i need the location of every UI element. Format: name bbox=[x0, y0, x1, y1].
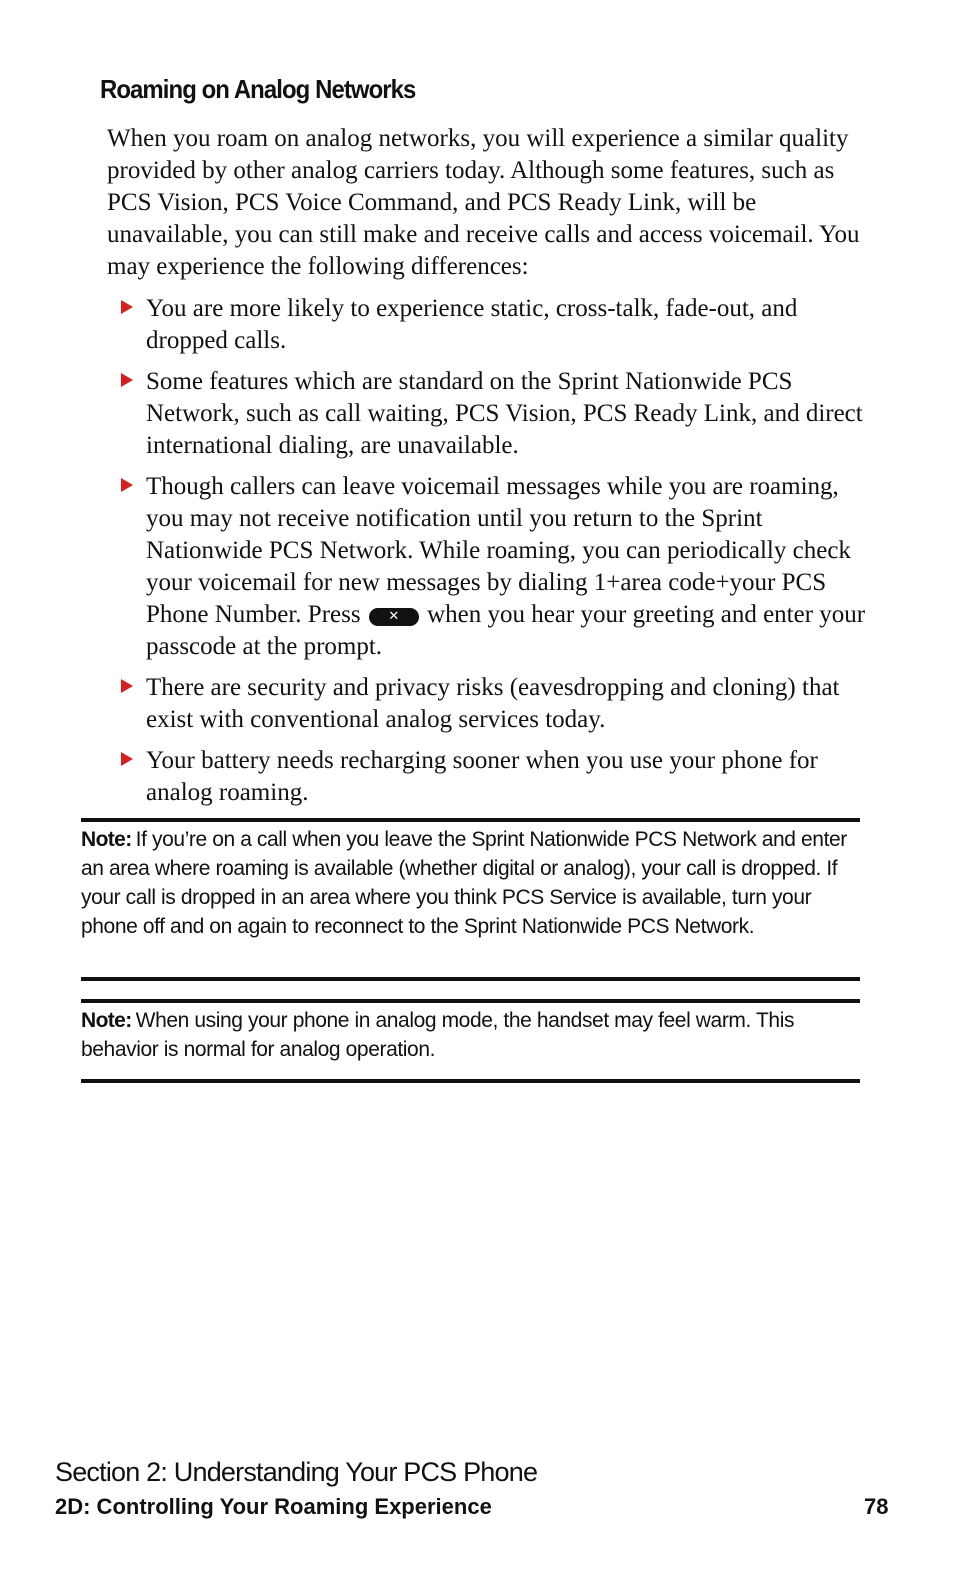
list-item bbox=[118, 672, 878, 736]
intro-paragraph: When you roam on analog networks, you will experience a similar quality provided by other analog carriers today. Although some features, such as PCS Vision, PCS Voice Command, and PCS Ready Link, will be unavailable, you can still make and receive calls and access voicemail. You may experience the following differences: bbox=[107, 125, 860, 280]
triangle-bullet-icon bbox=[121, 373, 133, 387]
list-item-text: Your battery needs recharging sooner when you use your phone for analog roaming. bbox=[146, 747, 818, 806]
note-text: If you’re on a call when you leave the Sprint Nationwide PCS Network and enter an area where roaming is available (whether digital or analog), your call is dropped. If your call is dropped in an area where you think PCS Service is available, turn your phone off and on again to reconnect to the Sprint Nationwide PCS Network. bbox=[81, 828, 847, 938]
list-item-text: Some features which are standard on the Sprint Nationwide PCS Network, such as call waiting, PCS Vision, PCS Ready Link, and direct international dialing, are unavailable. bbox=[146, 368, 863, 459]
star-key-icon: ✕ bbox=[369, 608, 419, 626]
list-item-text-before-key: Though callers can leave voicemail messages while you are roaming, you may not receive notification until you return to the Sprint Nationwide PCS Network. While roaming, you can periodically check your voicemail for new messages by dialing 1+area code+your PCS Phone Number. Press bbox=[146, 473, 851, 628]
list-item bbox=[118, 366, 878, 462]
page-number: 78 bbox=[864, 1494, 889, 1519]
triangle-bullet-icon bbox=[121, 752, 133, 766]
list-item bbox=[118, 471, 878, 663]
triangle-bullet-icon bbox=[121, 679, 133, 693]
footer-chapter-title: 2D: Controlling Your Roaming Experience bbox=[55, 1494, 492, 1519]
triangle-bullet-icon bbox=[121, 300, 133, 314]
footer-section-title: Section 2: Understanding Your PCS Phone bbox=[55, 1457, 538, 1487]
note-label: Note: bbox=[81, 828, 132, 851]
list-item-text: You are more likely to experience static, cross-talk, fade-out, and dropped calls. bbox=[146, 295, 798, 354]
note-text: When using your phone in analog mode, the handset may feel warm. This behavior is normal for analog operation. bbox=[81, 1009, 795, 1061]
list-item-text-after-key: when you hear your greeting and enter your passcode at the prompt. bbox=[146, 601, 866, 660]
list-item bbox=[118, 745, 878, 809]
differences-list bbox=[118, 293, 878, 818]
list-item-text: There are security and privacy risks (eavesdropping and cloning) that exist with conventional analog services today. bbox=[146, 674, 840, 733]
section-heading: Roaming on Analog Networks bbox=[100, 74, 416, 104]
note-label: Note: bbox=[81, 1009, 132, 1032]
list-item bbox=[118, 293, 878, 357]
note-box-roaming-call-drop bbox=[81, 818, 860, 981]
triangle-bullet-icon bbox=[121, 478, 133, 492]
note-box-handset-warm bbox=[81, 999, 860, 1083]
